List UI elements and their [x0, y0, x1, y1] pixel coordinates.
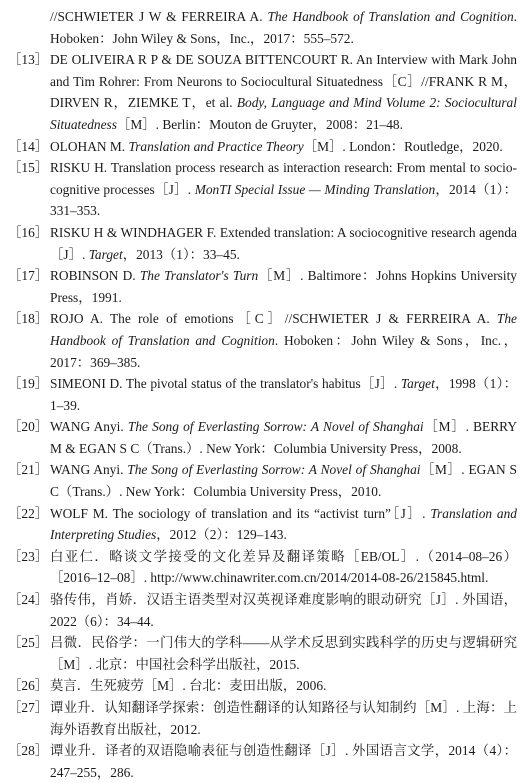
reference-number: ［25］	[8, 635, 49, 651]
reference-number: ［22］	[8, 505, 49, 521]
ref-text: WOLF M. The sociology of translation and its “activist turn”［J］.	[50, 505, 431, 521]
ref-text: ［M］. Baltimore：Johns Hopkins University Press，1991.	[50, 268, 517, 305]
ref-title: MonTI Special Issue — Minding Translation	[194, 181, 436, 197]
reference-entry	[8, 632, 517, 675]
reference-entry	[8, 459, 517, 502]
reference-entry	[8, 373, 517, 416]
reference-entry	[8, 308, 517, 373]
reference-body	[50, 308, 517, 373]
ref-text: . Hoboken：John Wiley & Sons，Inc.，2017：369–385.	[50, 332, 517, 370]
reference-entry	[8, 222, 517, 265]
reference-entry	[8, 589, 517, 632]
ref-title: The Handbook of Translation and Cognition	[50, 311, 517, 348]
reference-number: ［17］	[8, 268, 49, 284]
reference-body	[50, 157, 517, 222]
reference-body	[50, 136, 517, 158]
reference-entry	[8, 740, 517, 783]
reference-number: ［20］	[8, 419, 49, 435]
reference-body	[50, 632, 517, 675]
reference-body	[50, 265, 517, 308]
ref-text: 骆传伟，肖娇．汉语主语类型对汉英视译难度影响的眼动研究［J］. 外国语，2022（6）：34–44.	[50, 592, 517, 629]
reference-body	[50, 546, 517, 589]
reference-body	[50, 589, 517, 632]
ref-text: 谭业升．认知翻译学探索：创造性翻译的认知路径与认知制约［M］. 上海：上海外语教育出版社，2012.	[50, 700, 517, 737]
reference-body	[50, 49, 517, 135]
ref-text: //SCHWIETER J W & FERREIRA A.	[50, 9, 268, 24]
reference-number: ［14］	[8, 138, 49, 154]
reference-entry	[8, 546, 517, 589]
ref-title: The Translator's Turn	[139, 268, 259, 284]
ref-text: ROBINSON D.	[50, 268, 140, 284]
reference-entry	[8, 49, 517, 135]
reference-number: ［18］	[8, 311, 49, 327]
ref-text: OLOHAN M.	[50, 138, 129, 154]
ref-text: 谭业升．译者的双语隐喻表征与创造性翻译［J］. 外国语言文学，2014（4）：247–255，286.	[50, 743, 517, 780]
ref-text: ［M］. EGAN S C（Trans.）. New York：Columbia University Press，2010.	[50, 462, 518, 500]
ref-text: SIMEONI D. The pivotal status of the translator's habitus［J］.	[50, 376, 401, 392]
ref-text: ［M］. London：Routledge，2020.	[303, 138, 503, 154]
reference-entry	[8, 416, 517, 459]
ref-title: The Song of Everlasting Sorrow: A Novel of Shanghai	[127, 419, 424, 435]
reference-entry	[8, 503, 517, 546]
ref-title: The Handbook of Translation and Cognition	[267, 9, 514, 24]
reference-body	[50, 459, 517, 502]
reference-entry	[8, 265, 517, 308]
ref-text: 白亚仁．略谈文学接受的文化差异及翻译策略［EB/OL］.（2014–08–26）［2016–12–08］. http://www.chinawriter.com.cn/2014/2014-08-26/215845.html.	[50, 548, 517, 586]
reference-entry	[8, 136, 517, 158]
reference-body	[50, 740, 517, 783]
reference-number: ［16］	[8, 224, 49, 240]
reference-number: ［13］	[8, 52, 49, 68]
reference-entry	[8, 697, 517, 740]
ref-text: ，2014（1）：331–353.	[50, 181, 517, 219]
ref-text: 莫言．生死疲劳［M］. 台北：麦田出版，2006.	[50, 678, 327, 694]
reference-body	[50, 503, 517, 546]
reference-number: ［28］	[8, 743, 49, 759]
ref-text: WANG Anyi.	[50, 419, 128, 435]
reference-number: ［23］	[8, 548, 49, 564]
reference-number: ［21］	[8, 462, 49, 478]
reference-continuation	[8, 6, 517, 49]
ref-title: Translation and Interpreting Studies	[50, 505, 517, 543]
ref-text: ［M］. BERRY M & EGAN S C（Trans.）. New York：Columbia University Press，2008.	[50, 419, 518, 456]
reference-body	[50, 222, 517, 265]
ref-text: RISKU H & WINDHAGER F. Extended translation: A sociocognitive research agenda［J］.	[50, 224, 517, 262]
reference-body	[50, 697, 517, 740]
ref-text: ［M］. Berlin：Mouton de Gruyter，2008：21–48.	[116, 116, 403, 132]
ref-text: ，2013（1）：33–45.	[122, 246, 240, 262]
reference-entry	[8, 675, 517, 697]
ref-title: Target	[400, 376, 435, 392]
ref-text: ，2012（2）：129–143.	[156, 527, 287, 543]
reference-number: ［15］	[8, 160, 49, 176]
reference-number: ［24］	[8, 592, 49, 608]
ref-text: 吕微．民俗学：一门伟大的学科——从学术反思到实践科学的历史与逻辑研究［M］. 北京：中国社会科学出版社，2015.	[50, 635, 517, 672]
ref-text: WANG Anyi.	[50, 462, 128, 478]
ref-text: RISKU H. Translation process research as interaction research: From mental to socio-cognitive processes［J］.	[50, 160, 517, 197]
ref-title: The Song of Everlasting Sorrow: A Novel of Shanghai	[127, 462, 421, 478]
reference-body	[50, 373, 517, 416]
reference-entry	[8, 157, 517, 222]
ref-title: Target	[88, 246, 123, 262]
reference-body	[50, 675, 517, 697]
ref-text: DE OLIVEIRA R P & DE SOUZA BITTENCOURT R. An Interview with Mark John and Tim Rohrer: From Neurons to Sociocultural Situatedness［C］//FRANK R M，DIRVEN R，ZIEMKE T，et al.	[50, 52, 517, 111]
ref-text: ROJO A. The role of emotions［C］//SCHWIETER J & FERREIRA A.	[50, 311, 497, 327]
ref-text: . Hoboken：John Wiley & Sons，Inc.，2017：555–572.	[50, 9, 517, 46]
reference-number: ［26］	[8, 678, 49, 694]
reference-body	[50, 416, 517, 459]
ref-title: Translation and Practice Theory	[128, 138, 304, 154]
reference-number: ［27］	[8, 700, 49, 715]
ref-title: Body, Language and Mind Volume 2: Sociocultural Situatedness	[50, 95, 517, 132]
ref-text: ，1998（1）：1–39.	[50, 376, 518, 413]
reference-number: ［19］	[8, 376, 49, 392]
